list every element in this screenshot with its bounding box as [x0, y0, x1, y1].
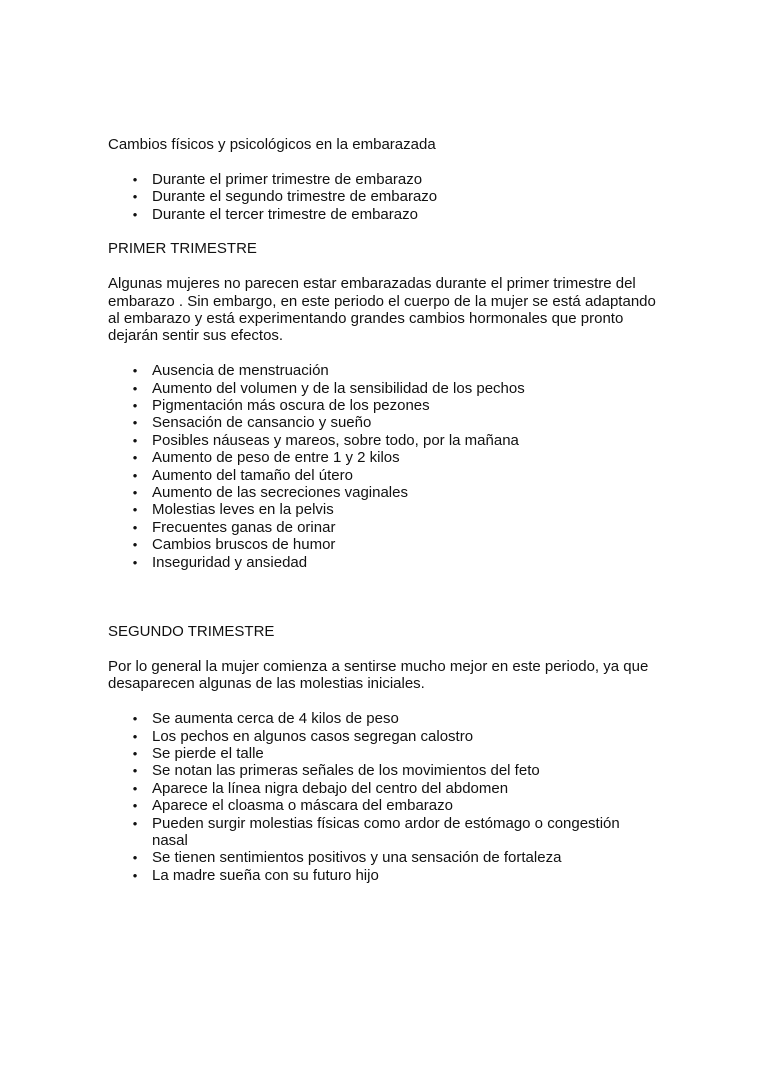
bullet-icon: •	[132, 380, 138, 396]
bullet-icon: •	[132, 171, 138, 187]
bullet-icon: •	[132, 554, 138, 570]
list-item: • Pueden surgir molestias físicas como ardor de estómago o congestión nasal	[108, 815, 668, 850]
bullet-icon: •	[132, 415, 138, 431]
bullet-icon: •	[132, 780, 138, 796]
bullet-icon: •	[132, 850, 138, 866]
bullet-icon: •	[132, 798, 138, 814]
list-item: • Los pechos en algunos casos segregan calostro	[108, 728, 668, 745]
paragraph-line: dejarán sentir sus efectos.	[108, 327, 284, 345]
list-item: • Aumento de peso de entre 1 y 2 kilos	[108, 449, 668, 466]
list-item: • Durante el tercer trimestre de embarazo	[108, 206, 668, 223]
bullet-icon: •	[132, 711, 138, 727]
list-item: • Aumento de las secreciones vaginales	[108, 484, 668, 501]
bullet-icon: •	[132, 537, 138, 553]
list-item: • Se tienen sentimientos positivos y una sensación de fortaleza	[108, 849, 668, 866]
intro-bullet-list	[108, 171, 668, 223]
bullet-icon: •	[132, 485, 138, 501]
first-trimester-bullet-list	[108, 362, 668, 571]
list-item: • Frecuentes ganas de orinar	[108, 519, 668, 536]
list-item: • Sensación de cansancio y sueño	[108, 414, 668, 431]
bullet-icon: •	[132, 519, 138, 535]
section-heading-second: SEGUNDO TRIMESTRE	[108, 623, 275, 641]
bullet-icon: •	[132, 450, 138, 466]
bullet-icon: •	[132, 189, 138, 205]
list-item: • La madre sueña con su futuro hijo	[108, 867, 668, 884]
paragraph-line: desaparecen algunas de las molestias iniciales.	[108, 675, 425, 693]
list-item: • Pigmentación más oscura de los pezones	[108, 397, 668, 414]
bullet-icon: •	[132, 763, 138, 779]
list-item: • Cambios bruscos de humor	[108, 536, 668, 553]
list-item: • Molestias leves en la pelvis	[108, 501, 668, 518]
document-title: Cambios físicos y psicológicos en la embarazada	[108, 136, 436, 153]
bullet-icon: •	[132, 728, 138, 744]
list-item: • Durante el primer trimestre de embarazo	[108, 171, 668, 188]
second-trimester-paragraph	[108, 658, 668, 693]
list-item: • Inseguridad y ansiedad	[108, 554, 668, 571]
bullet-icon: •	[132, 206, 138, 222]
section-heading-first: PRIMER TRIMESTRE	[108, 240, 257, 258]
list-item: • Se aumenta cerca de 4 kilos de peso	[108, 710, 668, 727]
list-item: • Aumento del volumen y de la sensibilidad de los pechos	[108, 380, 668, 397]
list-item: • Aumento del tamaño del útero	[108, 467, 668, 484]
bullet-icon: •	[132, 432, 138, 448]
bullet-icon: •	[132, 467, 138, 483]
paragraph-line: embarazo . Sin embargo, en este periodo el cuerpo de la mujer se está adaptando	[108, 292, 656, 310]
paragraph-line: al embarazo y está experimentando grandes cambios hormonales que pronto	[108, 310, 624, 328]
bullet-icon: •	[132, 502, 138, 518]
list-item: • Se pierde el talle	[108, 745, 668, 762]
list-item: • Ausencia de menstruación	[108, 362, 668, 379]
list-item: • Durante el segundo trimestre de embarazo	[108, 188, 668, 205]
bullet-icon: •	[132, 815, 138, 831]
second-trimester-bullet-list	[108, 710, 668, 884]
list-item: • Aparece el cloasma o máscara del embarazo	[108, 797, 668, 814]
list-item: • Se notan las primeras señales de los movimientos del feto	[108, 762, 668, 779]
first-trimester-paragraph	[108, 275, 668, 345]
document-page	[108, 136, 668, 884]
bullet-icon: •	[132, 398, 138, 414]
bullet-icon: •	[132, 363, 138, 379]
paragraph-line: Algunas mujeres no parecen estar embarazadas durante el primer trimestre del	[108, 275, 636, 293]
list-item: • Aparece la línea nigra debajo del centro del abdomen	[108, 780, 668, 797]
bullet-icon: •	[132, 745, 138, 761]
bullet-icon: •	[132, 867, 138, 883]
paragraph-line: Por lo general la mujer comienza a sentirse mucho mejor en este periodo, ya que	[108, 657, 649, 675]
list-item: • Posibles náuseas y mareos, sobre todo, por la mañana	[108, 432, 668, 449]
